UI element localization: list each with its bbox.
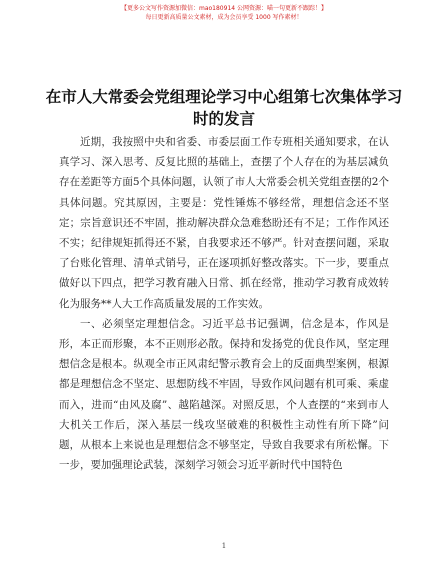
promo-banner [0, 4, 448, 22]
document-title: 在市人大常委会党组理论学习中心组第七次集体学习时的发言 [45, 88, 403, 128]
promo-banner-line-2: 每日更新高质量公文素材，成为会员享受 1000 写作素材！ [145, 14, 303, 21]
page-number: 1 [221, 542, 227, 550]
body-paragraph-2: 一、必须坚定理想信念。习近平总书记强调，信念是本，作风是形，本正而形聚，本不正则形必散。保持和发扬党的优良作风，坚定理想信念是根本。纵观全市正风肃纪警示教育会上的反面典型案例，根源都是理想信念不坚定、思想防线不牢固，导致作风问题有机可乘、乘虚而入，进而“由风及腐”、越陷越深。对照反思，个人查摆的“来到市人大机关工作后，深入基层一线攻坚破难的积极性主动性有所下降”问题，从根本上来说也是理想信念不够坚定，导致自我要求有所松懈。下一步，要加强理论武装，深刻学习领会习近平新时代中国特色 [59, 317, 389, 472]
document-body [59, 132, 389, 475]
body-paragraph-1: 近期，我按照中央和省委、市委层面工作专班相关通知要求，在认真学习、深入思考、反复比照的基础上，查摆了个人存在的为基层减负存在差距等方面5个具体问题，认领了市人大常委会机关党组查摆的2个具体问题。究其原因，主要是：党性锤炼不够经常，理想信念还不坚定；宗旨意识还不牢固，推动解决群众急难愁盼还有不足；工作作风还不实；纪律规矩抓得还不紧，自我要求还不够严。针对查摆问题，采取了台账化管理、清单式销号，正在逐项抓好整改落实。下一步，要重点做好以下四点，把学习教育融入日常、抓在经常，推动学习教育成效转化为服务**人大工作高质量发展的工作实效。 [59, 136, 389, 310]
promo-banner-line-1: 【更多公文写作资源加微信：mao180914 公网资源：喵一句更新不跟踪！】 [120, 5, 327, 12]
